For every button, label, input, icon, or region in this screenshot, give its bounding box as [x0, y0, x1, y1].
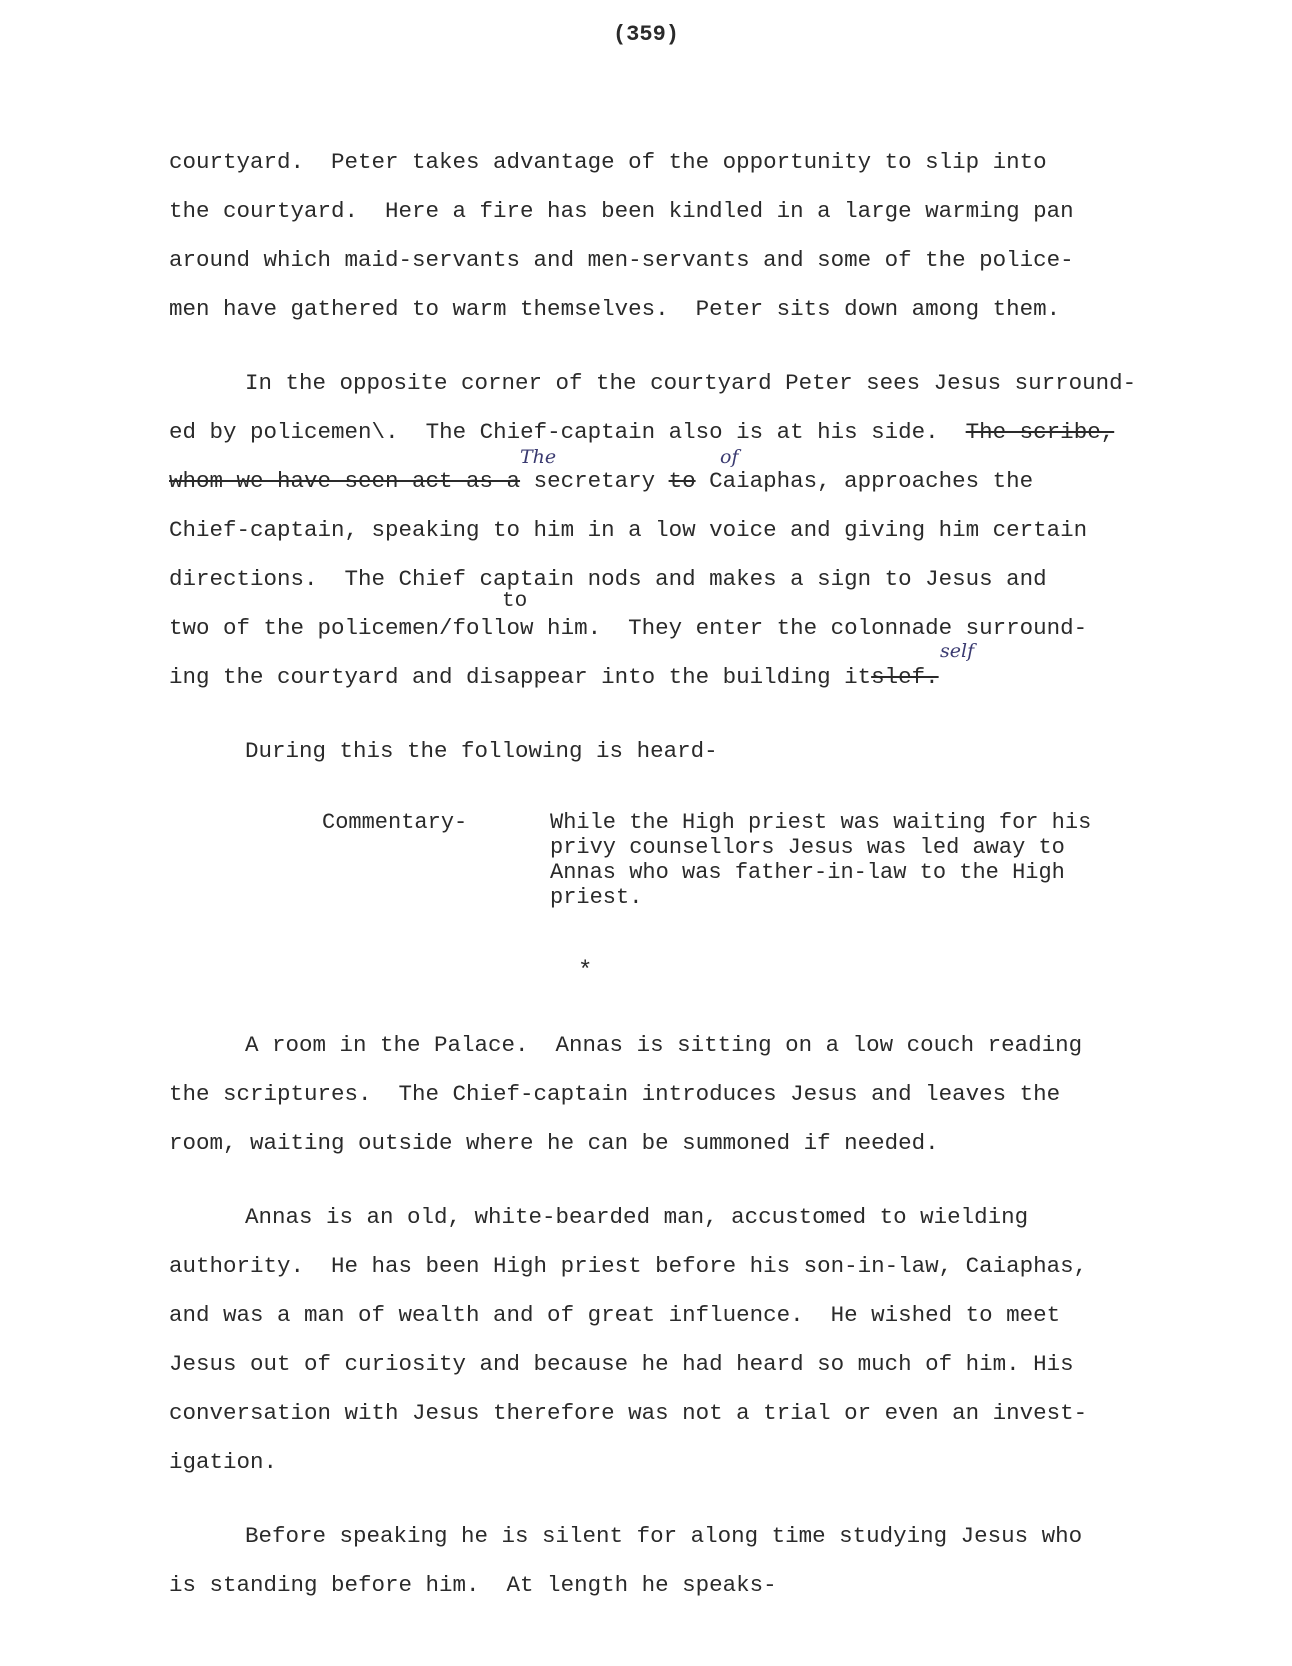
text-line: Before speaking he is silent for along time studying Jesus who [245, 1523, 1083, 1549]
text-line: the scriptures. The Chief-captain introduces Jesus and leaves the [169, 1081, 1061, 1107]
page-number: (359) [612, 22, 679, 47]
commentary-label: Commentary- [322, 810, 468, 835]
text-line: Jesus out of curiosity and because he had heard so much of him. His [169, 1351, 1074, 1377]
typed-insertion: to [502, 590, 528, 613]
struck-text: whom we have seen act as a [169, 468, 521, 494]
text-line: A room in the Palace. Annas is sitting on a low couch reading [245, 1032, 1083, 1058]
text-line: room, waiting outside where he can be summoned if needed. [169, 1130, 939, 1156]
text-line: Annas is an old, white-bearded man, accustomed to wielding [245, 1204, 1029, 1230]
text-line: whom we have seen act as a secretary to Caiaphas, approaches the [169, 468, 1034, 494]
text-line: two of the policemen/follow him. They enter the colonnade surround- [169, 615, 1088, 641]
handwritten-insertion: The [520, 446, 557, 468]
handwritten-insertion: of [720, 446, 739, 468]
text-line: around which maid-servants and men-servants and some of the police- [169, 247, 1074, 273]
text-line: In the opposite corner of the courtyard Peter sees Jesus surround- [245, 370, 1137, 396]
text-line: courtyard. Peter takes advantage of the opportunity to slip into [169, 149, 1047, 175]
commentary-text: While the High priest was waiting for his privy counsellors Jesus was led away to Annas who was father-in-law to the High priest. [550, 810, 1092, 910]
text-line: is standing before him. At length he speaks- [169, 1572, 777, 1598]
struck-text: slef. [871, 664, 939, 690]
struck-text: to [668, 468, 696, 494]
text-line: igation. [169, 1449, 278, 1475]
text-line: directions. The Chief captain nods and makes a sign to Jesus and [169, 566, 1047, 592]
handwritten-insertion: self [940, 640, 975, 662]
text-line: ed by policemen\. The Chief-captain also is at his side. The scribe, [169, 419, 1115, 445]
struck-text: The scribe, [965, 419, 1115, 445]
text-line: ing the courtyard and disappear into the building itslef. [169, 664, 939, 690]
handwritten-mark: \ [371, 419, 386, 445]
section-separator: * [578, 958, 593, 985]
text-line: and was a man of wealth and of great influence. He wished to meet [169, 1302, 1061, 1328]
text-line: Chief-captain, speaking to him in a low voice and giving him certain [169, 517, 1088, 543]
text-line: authority. He has been High priest before his son-in-law, Caiaphas, [169, 1253, 1088, 1279]
text-line: conversation with Jesus therefore was not a trial or even an invest- [169, 1400, 1088, 1426]
text-line: the courtyard. Here a fire has been kindled in a large warming pan [169, 198, 1074, 224]
text-line: During this the following is heard- [245, 738, 718, 764]
text-line: men have gathered to warm themselves. Peter sits down among them. [169, 296, 1061, 322]
